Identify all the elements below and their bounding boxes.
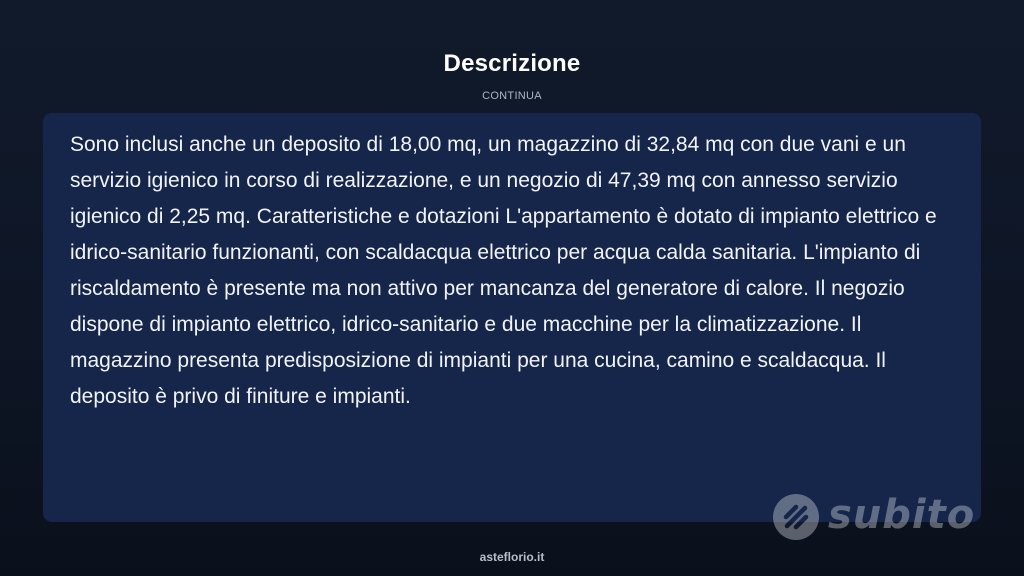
subito-watermark xyxy=(772,492,982,542)
description-text: Sono inclusi anche un deposito di 18,00 mq, un magazzino di 32,84 mq con due vani e un servizio igienico in corso di realizzazione, e un negozio di 47,39 mq con annesso servizio igienico di 2,25 mq. Caratteristiche e dotazioni L'appartamento è dotato di impianto elettrico e idrico-sanitario funzionanti, con scaldacqua elettrico per acqua calda sanitaria. L'impianto di riscaldamento è presente ma non attivo per mancanza del generatore di calore. Il negozio dispone di impianto elettrico, idrico-sanitario e due macchine per la climatizzazione. Il magazzino presenta predisposizione di impianti per una cucina, camino e scaldacqua. Il deposito è privo di finiture e impianti. xyxy=(70,133,937,408)
subito-logo-icon xyxy=(772,493,820,541)
description-card xyxy=(43,113,981,522)
continue-label: CONTINUA xyxy=(482,90,542,102)
source-footer: asteflorio.it xyxy=(479,550,545,564)
page-title: Descrizione xyxy=(443,50,581,77)
subito-wordmark: subito xyxy=(828,492,976,538)
